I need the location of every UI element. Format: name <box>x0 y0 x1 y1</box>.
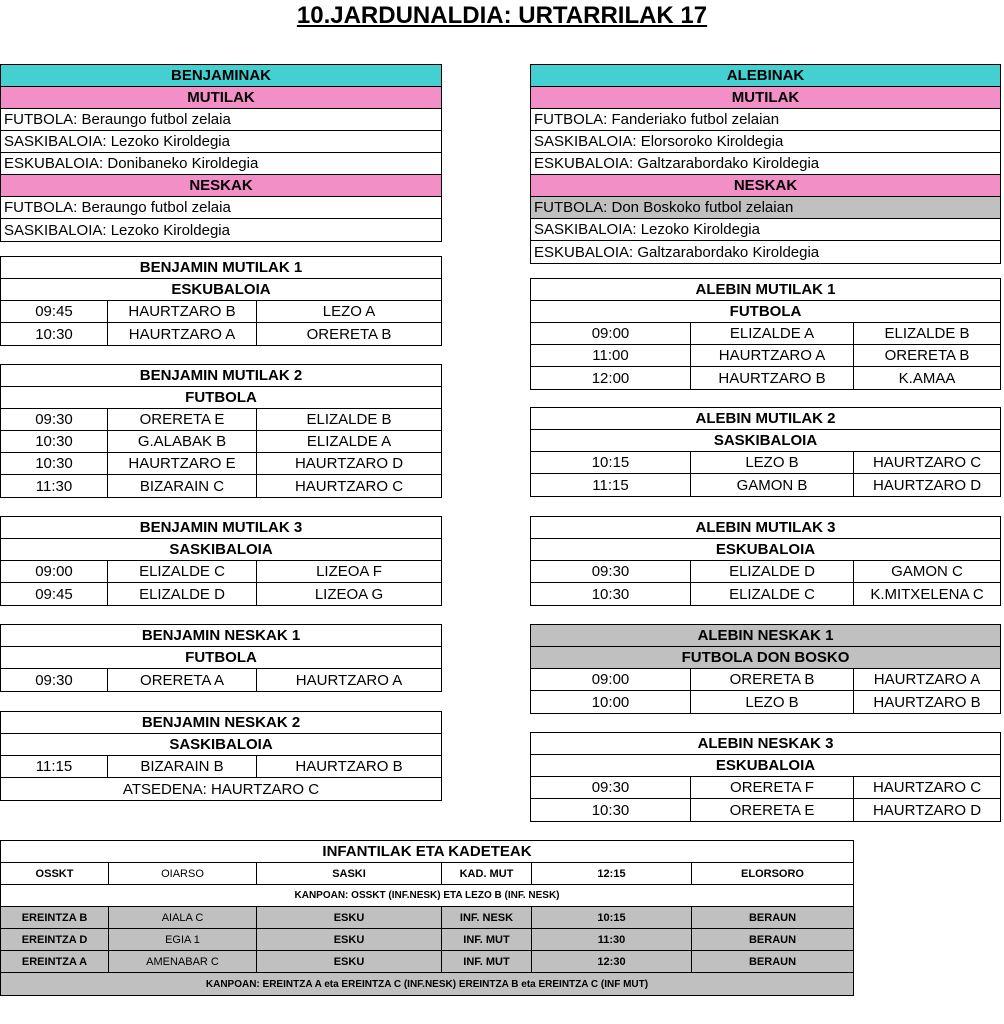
table-cell: INF. MUT <box>442 951 532 972</box>
match-time: 11:30 <box>1 475 108 497</box>
match-time: 11:15 <box>531 474 691 496</box>
match-time: 09:45 <box>1 583 108 605</box>
away-team: K.MITXELENA C <box>870 585 984 603</box>
away-team: HAURTZARO A <box>873 671 981 688</box>
home-team: HAURTZARO E <box>108 453 257 474</box>
venue-text: SASKIBALOIA: Elorsoroko Kiroldegia <box>534 133 784 150</box>
match-row <box>1 409 441 431</box>
kanpoan-note-2: KANPOAN: EREINTZA A eta EREINTZA C (INF.NESK) EREINTZA B eta EREINTZA C (INF MUT) <box>205 978 649 990</box>
group-table-benjamin-neskak-2 <box>0 711 442 801</box>
match-time: 09:30 <box>531 561 691 582</box>
infantilak-kadeteak-table <box>0 840 854 996</box>
table-cell: BERAUN <box>748 911 797 924</box>
away-team: HAURTZARO B <box>295 758 403 775</box>
away-team: ELIZALDE A <box>306 433 392 450</box>
match-time: 10:30 <box>1 431 108 452</box>
match-row <box>531 669 1000 691</box>
kanpoan-note-1: KANPOAN: OSSKT (INF.NESK) ETA LEZO B (INF. NESK) <box>294 890 560 901</box>
group-title: ALEBIN MUTILAK 1 <box>695 281 836 298</box>
venue-text: ESKUBALOIA: Galtzarabordako Kiroldegia <box>534 155 820 172</box>
group-table-benjamin-mutilak-1 <box>0 256 442 346</box>
table-cell: OIARSO <box>109 863 257 884</box>
infantilak-title: INFANTILAK ETA KADETEAK <box>322 843 532 860</box>
group-table-alebin-neskak-1 <box>530 624 1001 714</box>
away-team: LIZEOA G <box>314 585 384 603</box>
table-cell: AIALA C <box>109 907 257 928</box>
home-team: GAMON B <box>691 474 854 496</box>
group-title: BENJAMIN MUTILAK 2 <box>139 367 303 384</box>
match-time: 10:15 <box>531 452 691 473</box>
group-sport: FUTBOLA <box>185 649 257 666</box>
match-time: 09:30 <box>531 777 691 798</box>
alebinak-neskak-label: NESKAK <box>531 175 1000 196</box>
benjaminak-header: BENJAMINAK <box>1 65 441 86</box>
venue-text: FUTBOLA: Beraungo futbol zelaia <box>4 199 231 216</box>
match-time: 10:30 <box>1 323 108 345</box>
away-team: LEZO A <box>322 303 376 320</box>
table-cell: OSSKT <box>1 863 109 884</box>
match-time: 10:30 <box>1 453 108 474</box>
table-cell: INF. NESK <box>442 907 532 928</box>
group-table-benjamin-neskak-1 <box>0 624 442 692</box>
away-team: ELIZALDE B <box>884 325 970 342</box>
home-team: ORERETA B <box>691 669 854 690</box>
group-sport: SASKIBALOIA <box>713 432 818 449</box>
group-table-alebin-mutilak-2 <box>530 407 1001 497</box>
table-cell: EREINTZA A <box>1 951 109 972</box>
match-row <box>1 561 441 583</box>
home-team: ELIZALDE A <box>691 323 854 344</box>
away-team: ELIZALDE B <box>306 411 392 428</box>
match-row <box>531 367 1000 389</box>
group-title: BENJAMIN NESKAK 2 <box>141 714 301 731</box>
table-cell: INF. MUT <box>442 929 532 950</box>
home-team: HAURTZARO A <box>108 323 257 345</box>
table-cell: ELORSORO <box>741 867 804 880</box>
table-cell: 12:30 <box>532 951 692 972</box>
venue-text: SASKIBALOIA: Lezoko Kiroldegia <box>4 133 230 150</box>
match-row <box>531 323 1000 345</box>
group-title: ALEBIN MUTILAK 2 <box>695 410 836 427</box>
group-title: ALEBIN NESKAK 1 <box>697 627 834 644</box>
home-team: ELIZALDE C <box>691 583 854 605</box>
group-sport: SASKIBALOIA <box>169 541 273 558</box>
home-team: HAURTZARO A <box>691 345 854 366</box>
match-time: 09:00 <box>1 561 108 582</box>
table-cell: AMENABAR C <box>109 951 257 972</box>
group-table-alebin-mutilak-1 <box>530 278 1001 390</box>
away-team: HAURTZARO D <box>872 801 982 819</box>
home-team: HAURTZARO B <box>108 301 257 322</box>
away-team: HAURTZARO C <box>294 477 404 495</box>
home-team: G.ALABAK B <box>108 431 257 452</box>
match-row <box>1 756 441 778</box>
away-team: ORERETA B <box>306 325 392 343</box>
group-sport: ESKUBALOIA <box>715 541 816 558</box>
benjaminak-mutilak-label: MUTILAK <box>1 87 441 108</box>
match-time: 10:30 <box>531 799 691 821</box>
group-sport: ESKUBALOIA <box>715 757 816 774</box>
match-row <box>531 583 1000 605</box>
table-cell: KAD. MUT <box>442 863 532 884</box>
match-row <box>1 475 441 497</box>
away-team: HAURTZARO A <box>295 671 403 689</box>
group-table-benjamin-mutilak-3 <box>0 516 442 606</box>
away-team: ORERETA B <box>884 347 970 364</box>
group-sport: FUTBOLA <box>729 303 802 320</box>
group-table-alebin-mutilak-3 <box>530 516 1001 606</box>
alebinak-mutilak-label: MUTILAK <box>531 87 1000 108</box>
table-cell: 12:15 <box>532 863 692 884</box>
away-team: HAURTZARO C <box>872 454 982 471</box>
home-team: BIZARAIN C <box>108 475 257 497</box>
group-sport: ESKUBALOIA <box>171 281 271 298</box>
match-time: 09:45 <box>1 301 108 322</box>
match-time: 11:00 <box>531 345 691 366</box>
benjaminak-venues <box>0 64 442 242</box>
away-team: HAURTZARO C <box>872 779 982 796</box>
table-cell: 11:30 <box>532 929 692 950</box>
group-title: BENJAMIN MUTILAK 3 <box>139 519 303 536</box>
rest-note: ATSEDENA: HAURTZARO C <box>122 780 320 798</box>
group-table-alebin-neskak-3 <box>530 732 1001 822</box>
match-time: 09:00 <box>531 323 691 344</box>
venue-text: ESKUBALOIA: Donibaneko Kiroldegia <box>4 155 259 172</box>
match-row <box>531 777 1000 799</box>
match-time: 11:15 <box>1 756 108 777</box>
match-time: 10:30 <box>531 583 691 605</box>
home-team: ORERETA E <box>691 799 854 821</box>
group-title: ALEBIN MUTILAK 3 <box>695 519 836 536</box>
venue-text: FUTBOLA: Beraungo futbol zelaia <box>4 111 231 128</box>
table-cell: EREINTZA D <box>1 929 109 950</box>
match-row <box>1 583 441 605</box>
table-cell: BERAUN <box>748 955 797 968</box>
table-cell: ESKU <box>257 929 442 950</box>
away-team: HAURTZARO D <box>294 455 404 472</box>
home-team: ORERETA A <box>108 669 257 691</box>
table-cell: EREINTZA B <box>1 907 109 928</box>
alebinak-venues <box>530 64 1001 264</box>
match-time: 10:00 <box>531 691 691 713</box>
home-team: ELIZALDE C <box>108 561 257 582</box>
match-row <box>1 431 441 453</box>
table-cell: ESKU <box>257 951 442 972</box>
match-row <box>531 474 1000 496</box>
venue-text: FUTBOLA: Fanderiako futbol zelaian <box>534 111 780 128</box>
alebinak-header: ALEBINAK <box>531 65 1000 86</box>
match-row <box>531 561 1000 583</box>
group-sport: FUTBOLA <box>185 389 257 406</box>
match-row <box>531 691 1000 713</box>
match-row <box>531 799 1000 821</box>
table-cell: EGIA 1 <box>109 929 257 950</box>
home-team: ELIZALDE D <box>108 583 257 605</box>
table-cell: SASKI <box>257 863 442 884</box>
home-team: HAURTZARO B <box>691 367 854 389</box>
home-team: LEZO B <box>691 452 854 473</box>
table-cell: ESKU <box>257 907 442 928</box>
table-cell: 10:15 <box>532 907 692 928</box>
away-team: HAURTZARO D <box>872 476 982 494</box>
away-team: K.AMAA <box>898 369 956 387</box>
group-sport: FUTBOLA DON BOSKO <box>681 649 850 666</box>
group-title: ALEBIN NESKAK 3 <box>697 735 834 752</box>
home-team: BIZARAIN B <box>108 756 257 777</box>
venue-text: FUTBOLA: Don Boskoko futbol zelaian <box>531 197 1000 218</box>
match-time: 09:30 <box>1 669 108 691</box>
group-table-benjamin-mutilak-2 <box>0 364 442 498</box>
home-team: ORERETA F <box>691 777 854 798</box>
match-time: 09:00 <box>531 669 691 690</box>
home-team: ORERETA E <box>108 409 257 430</box>
match-row <box>1 301 441 323</box>
page-title: 10.JARDUNALDIA: URTARRILAK 17 <box>296 2 708 29</box>
away-team: GAMON C <box>891 563 963 580</box>
match-time: 12:00 <box>531 367 691 389</box>
group-sport: SASKIBALOIA <box>169 736 273 753</box>
match-row <box>1 453 441 475</box>
venue-text: SASKIBALOIA: Lezoko Kiroldegia <box>4 221 230 239</box>
away-team: HAURTZARO B <box>873 693 981 711</box>
home-team: ELIZALDE D <box>691 561 854 582</box>
group-title: BENJAMIN NESKAK 1 <box>141 627 301 644</box>
table-cell: BERAUN <box>748 933 797 946</box>
home-team: LEZO B <box>691 691 854 713</box>
benjaminak-neskak-label: NESKAK <box>1 175 441 196</box>
venue-text: ESKUBALOIA: Galtzarabordako Kiroldegia <box>534 243 820 261</box>
match-row <box>1 323 441 345</box>
match-row <box>1 669 441 691</box>
match-row <box>531 452 1000 474</box>
venue-text: SASKIBALOIA: Lezoko Kiroldegia <box>534 221 760 238</box>
match-row <box>531 345 1000 367</box>
away-team: LIZEOA F <box>316 563 382 580</box>
match-time: 09:30 <box>1 409 108 430</box>
group-title: BENJAMIN MUTILAK 1 <box>139 259 303 276</box>
